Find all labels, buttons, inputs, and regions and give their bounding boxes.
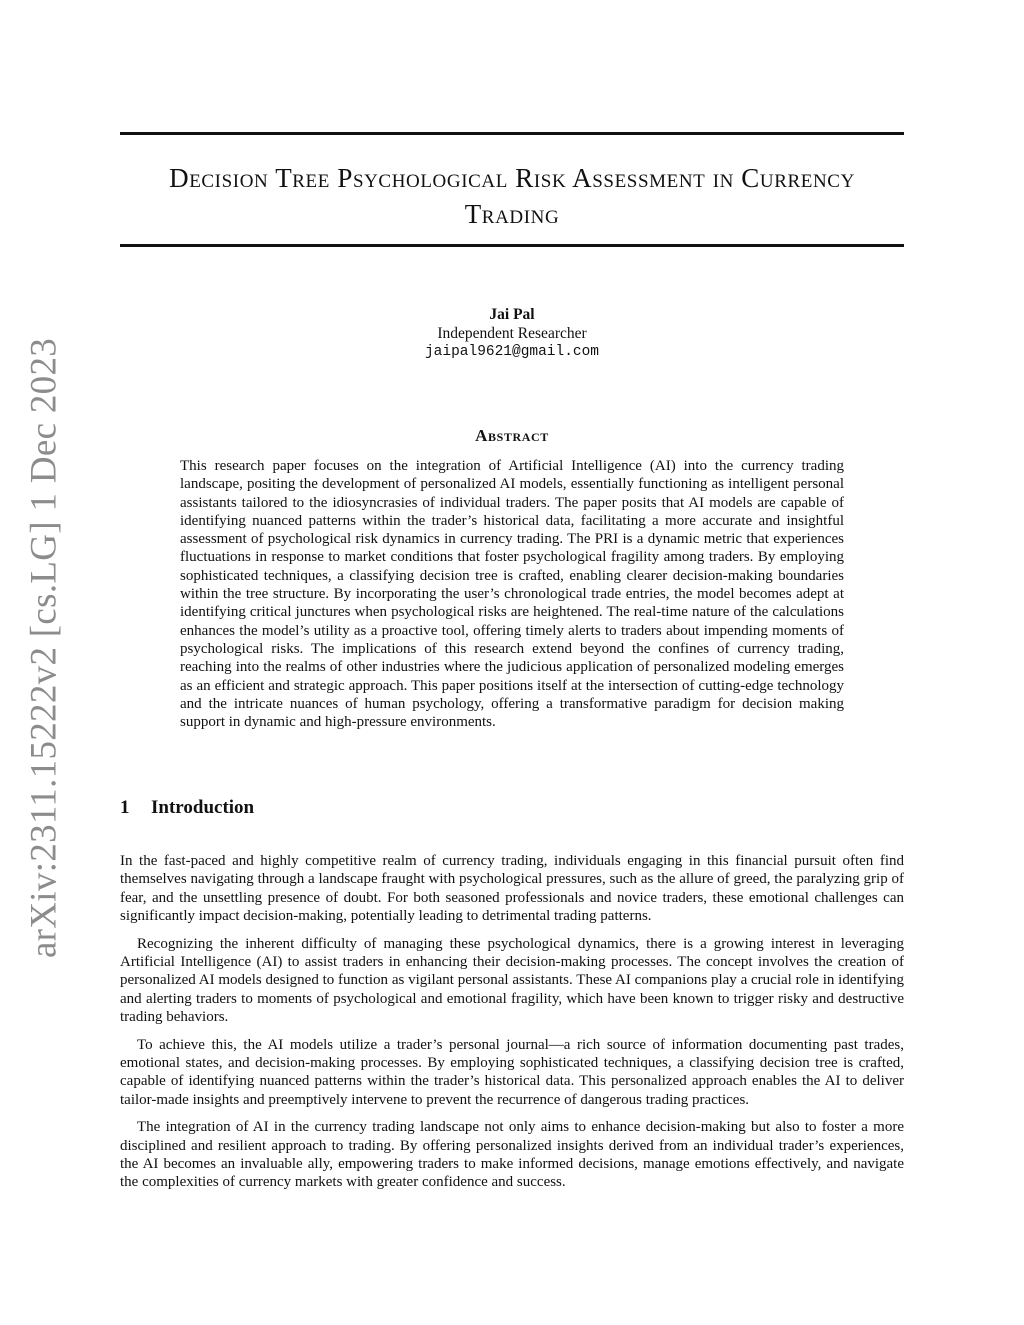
intro-paragraph: In the fast-paced and highly competitive realm of currency trading, individuals engaging in this financial pursuit often find themselves navigating through a landscape fraught with psychological pressures, such as the allure of greed, the paralyzing grip of fear, and the unsettling presence of doubt. For both seasoned professionals and novice traders, these emotional challenges can significantly impact decision-making, potentially leading to detrimental trading patterns.: [120, 853, 904, 924]
title-bottom-rule: [120, 244, 904, 247]
author-affiliation: Independent Researcher: [437, 325, 587, 342]
title-top-rule: [120, 132, 904, 135]
author-name: Jai Pal: [489, 306, 535, 323]
author-block: [120, 305, 904, 362]
intro-paragraph: The integration of AI in the currency trading landscape not only aims to enhance decision-making but also to foster a more disciplined and resilient approach to trading. By offering personalized insights derived from an individual trader’s experiences, the AI becomes an invaluable ally, empowering traders to make informed decisions, manage emotions effectively, and navigate the complexities of currency markets with greater confidence and success.: [120, 1119, 904, 1191]
abstract-body: This research paper focuses on the integration of Artificial Intelligence (AI) into the currency trading landscape, positing the development of personalized AI models, essentially functioning as intelligent personal assistants tailored to the idiosyncrasies of individual traders. The paper posits that AI models are capable of identifying nuanced patterns within the trader’s historical data, facilitating a more accurate and insightful assessment of psychological risk dynamics in currency trading. The PRI is a dynamic metric that experiences fluctuations in response to market conditions that foster psychological fragility among traders. By employing sophisticated techniques, a classifying decision tree is crafted, enabling clearer decision-making boundaries within the tree structure. By incorporating the user’s chronological trade entries, the model becomes adept at identifying critical junctures when psychological risks are heightened. The real-time nature of the calculations enhances the model’s utility as a proactive tool, offering timely alerts to traders about impending moments of psychological risks. The implications of this research extend beyond the confines of currency trading, reaching into the realms of other industries where the judicious application of personalized modeling emerges as an efficient and strategic approach. This paper positions itself at the intersection of cutting-edge technology and the intricate nuances of human psychology, offering a transformative paradigm for decision making support in dynamic and high-pressure environments.: [180, 458, 844, 731]
author-email: jaipal9621@gmail.com: [424, 344, 600, 360]
paper-title: Decision Tree Psychological Risk Assessment in Currency Trading: [169, 163, 855, 229]
arxiv-identifier-stamp: arXiv:2311.15222v2 [cs.LG] 1 Dec 2023: [23, 337, 65, 959]
introduction-body: [120, 852, 904, 1201]
intro-paragraph: Recognizing the inherent difficulty of managing these psychological dynamics, there is a growing interest in leveraging Artificial Intelligence (AI) to assist traders in enhancing their decision-making processes. The concept involves the creation of personalized AI models designed to function as vigilant personal assistants. These AI companions play a crucial role in identifying and alerting traders to moments of psychological and emotional fragility, which have been known to trigger risky and destructive trading behaviors.: [120, 935, 904, 1025]
intro-paragraph: To achieve this, the AI models utilize a trader’s personal journal—a rich source of information documenting past trades, emotional states, and decision-making processes. By employing sophisticated techniques, a classifying decision tree is crafted, capable of identifying nuanced patterns within the trader’s historical data. This personalized approach enables the AI to deliver tailor-made insights and preemptively intervene to prevent the recurrence of dangerous trading practices.: [120, 1036, 904, 1108]
abstract-heading: Abstract: [475, 426, 549, 445]
section-number: 1: [120, 797, 130, 818]
section-title: Introduction: [151, 797, 255, 818]
section-heading: [120, 797, 254, 819]
